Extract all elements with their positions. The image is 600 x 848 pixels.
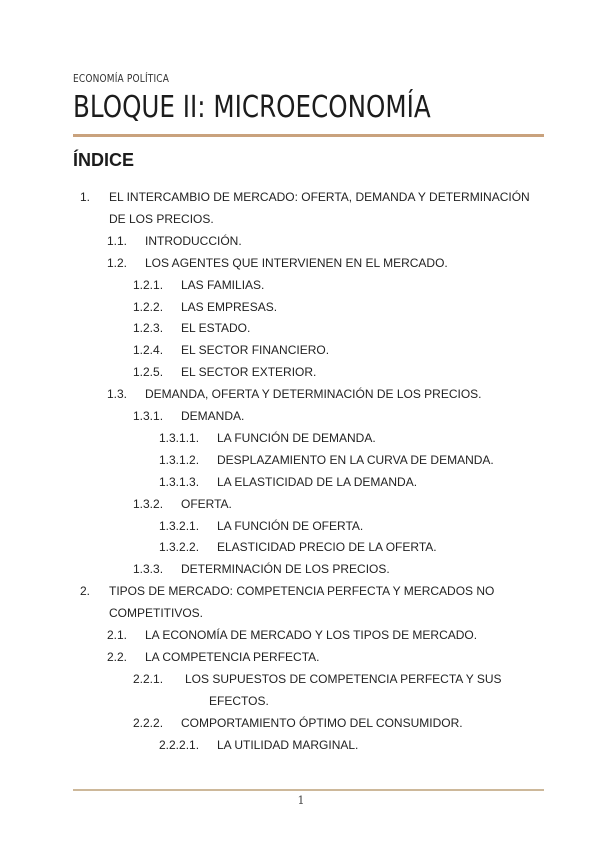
toc-entry-number: 1.3.2.2.	[159, 540, 200, 554]
toc-entry-number: 1.2.4.	[133, 343, 164, 357]
index-heading: ÍNDICE	[73, 150, 135, 170]
toc-entry-number: 2.2.2.	[133, 716, 164, 730]
toc-entry-number: 2.2.1.	[133, 672, 164, 686]
toc-entry-text: OFERTA.	[181, 497, 232, 511]
toc-entry-text: LA ECONOMÍA DE MERCADO Y LOS TIPOS DE MERCADO.	[145, 628, 478, 642]
toc-entry-text: COMPETITIVOS.	[109, 606, 204, 620]
toc-entry-number: 2.2.2.1.	[159, 738, 200, 752]
toc-entry-text: COMPORTAMIENTO ÓPTIMO DEL CONSUMIDOR.	[181, 716, 463, 730]
toc-entry-text: EL SECTOR EXTERIOR.	[181, 365, 317, 379]
toc-entry-text: DEMANDA.	[181, 409, 245, 423]
toc-entry-text: LA ELASTICIDAD DE LA DEMANDA.	[217, 475, 418, 489]
toc-entry-number: 1.	[80, 190, 91, 204]
toc-entry-number: 1.2.	[107, 256, 128, 270]
toc-entry-text: LA FUNCIÓN DE OFERTA.	[217, 519, 364, 533]
toc-entry-text: EL ESTADO.	[181, 321, 251, 335]
toc-entry-text: TIPOS DE MERCADO: COMPETENCIA PERFECTA Y MERCADOS NO	[109, 584, 495, 598]
toc-entry-text: DESPLAZAMIENTO EN LA CURVA DE DEMANDA.	[217, 453, 494, 467]
toc-entry-text: DEMANDA, OFERTA Y DETERMINACIÓN DE LOS PRECIOS.	[145, 387, 482, 401]
toc-entry-number: 1.2.3.	[133, 321, 164, 335]
toc-entry-number: 1.2.5.	[133, 365, 164, 379]
subject-label: ECONOMÍA POLÍTICA	[73, 72, 170, 85]
toc-entry-text: DETERMINACIÓN DE LOS PRECIOS.	[181, 562, 390, 576]
toc-entry-text: ELASTICIDAD PRECIO DE LA OFERTA.	[217, 540, 437, 554]
toc-entry-number: 2.2.	[107, 650, 128, 664]
document-title: BLOQUE II: MICROECONOMÍA	[73, 90, 431, 125]
toc-entry-number: 1.3.1.	[133, 409, 164, 423]
toc-entry-text: EL INTERCAMBIO DE MERCADO: OFERTA, DEMANDA Y DETERMINACIÓN	[109, 190, 530, 204]
toc-entry-number: 2.1.	[107, 628, 128, 642]
toc-entry-text: LA FUNCIÓN DE DEMANDA.	[217, 431, 376, 445]
toc-entry-number: 1.3.	[107, 387, 128, 401]
toc-entry-number: 1.2.2.	[133, 300, 164, 314]
toc-entry-number: 2.	[80, 584, 91, 598]
footer-divider	[73, 789, 544, 791]
toc-entry-number: 1.3.1.2.	[159, 453, 200, 467]
toc-entry-number: 1.3.3.	[133, 562, 164, 576]
page-number: 1	[297, 794, 305, 807]
toc-entry-text: LAS EMPRESAS.	[181, 300, 278, 314]
toc-entry-text: DE LOS PRECIOS.	[109, 212, 214, 226]
toc-entry-text: LAS FAMILIAS.	[181, 278, 265, 292]
toc-entry-number: 1.3.1.1.	[159, 431, 200, 445]
toc-entry-number: 1.3.1.3.	[159, 475, 200, 489]
toc-entry-number: 1.3.2.	[133, 497, 164, 511]
toc-entry-text: INTRODUCCIÓN.	[145, 234, 242, 248]
toc-entry-text: LOS AGENTES QUE INTERVIENEN EN EL MERCADO.	[145, 256, 448, 270]
toc-entry-number: 1.2.1.	[133, 278, 164, 292]
toc-entry-text: EL SECTOR FINANCIERO.	[181, 343, 330, 357]
toc-entry-text: LA UTILIDAD MARGINAL.	[217, 738, 359, 752]
toc-entry-number: 1.3.2.1.	[159, 519, 200, 533]
toc-entry-text: LA COMPETENCIA PERFECTA.	[145, 650, 320, 664]
toc-entry-text: LOS SUPUESTOS DE COMPETENCIA PERFECTA Y SUS	[185, 672, 502, 686]
toc-entry-text: EFECTOS.	[209, 694, 269, 708]
toc-entry-number: 1.1.	[107, 234, 128, 248]
